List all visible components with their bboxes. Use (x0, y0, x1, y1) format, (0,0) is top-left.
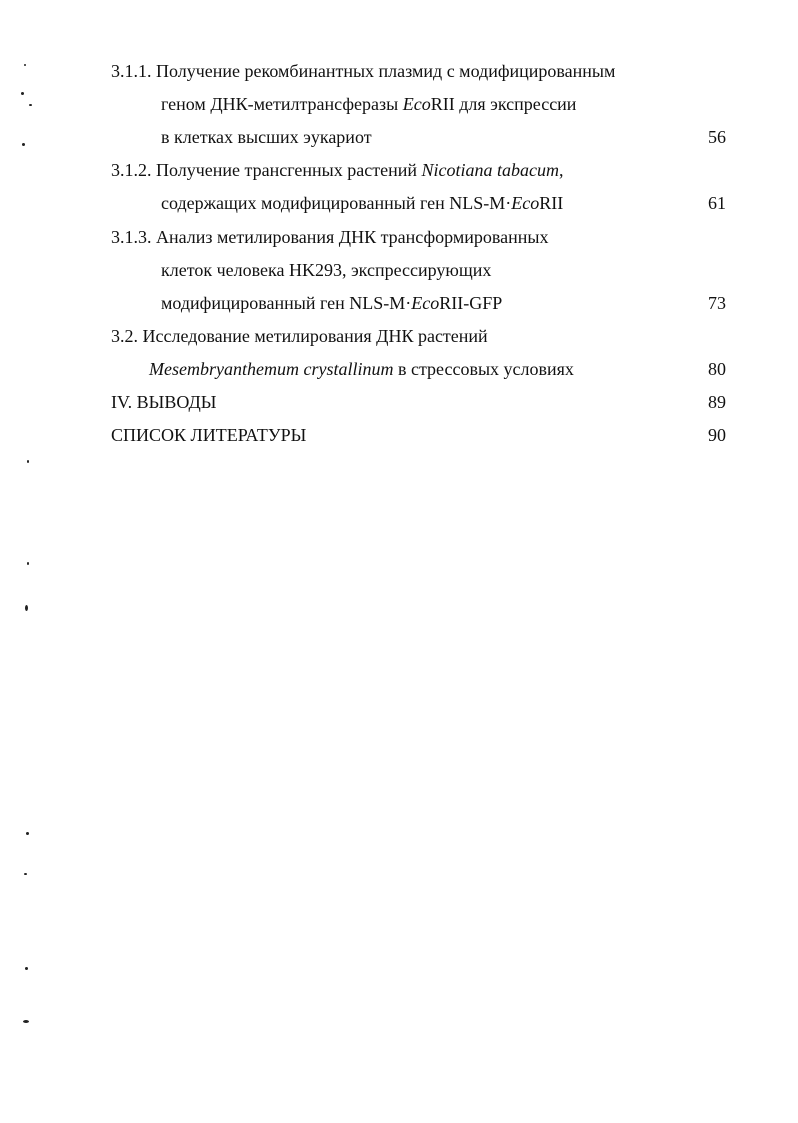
scan-speck (26, 832, 29, 835)
scan-speck (25, 967, 28, 970)
scan-speck (25, 605, 28, 611)
scan-speck (24, 64, 26, 66)
toc-entry-3-1-2-line-1: 3.1.2. Получение трансгенных растений Nicotiana tabacum, (111, 160, 564, 180)
toc-entry-3-2-line-2: Mesembryanthemum crystallinum в стрессовых условиях (149, 359, 574, 379)
toc-entry-3-1-3-line-3: модифицированный ген NLS-M·EcoRII-GFP (161, 293, 503, 313)
scan-speck (22, 143, 25, 146)
toc-entry-conclusions: IV. ВЫВОДЫ (111, 392, 217, 412)
toc-entry-3-1-1-line-3: в клетках высших эукариот (161, 127, 372, 147)
toc-entry-conclusions-page: 89 (708, 392, 726, 412)
toc-entry-3-1-2-page: 61 (708, 193, 726, 213)
toc-entry-3-2-line-1: 3.2. Исследование метилирования ДНК растений (111, 326, 488, 346)
toc-entry-references-page: 90 (708, 425, 726, 445)
scan-speck (24, 873, 27, 875)
scan-speck (27, 460, 29, 463)
scan-speck (21, 92, 24, 95)
toc-entry-3-1-3-line-1: 3.1.3. Анализ метилирования ДНК трансформированных (111, 227, 549, 247)
toc-entry-3-2-page: 80 (708, 359, 726, 379)
scan-speck (23, 1020, 29, 1023)
toc-entry-references: СПИСОК ЛИТЕРАТУРЫ (111, 425, 307, 445)
toc-entry-3-1-3-page: 73 (708, 293, 726, 313)
toc-entry-3-1-1-page: 56 (708, 127, 726, 147)
scan-speck (27, 562, 29, 565)
toc-entry-3-1-1-line-1: 3.1.1. Получение рекомбинантных плазмид с модифицированным (111, 61, 616, 81)
scan-speck (29, 104, 32, 106)
toc-entry-3-1-3-line-2: клеток человека HK293, экспрессирующих (161, 260, 492, 280)
toc-entry-3-1-1-line-2: геном ДНК-метилтрансферазы EcoRII для экспрессии (161, 94, 577, 114)
toc-entry-3-1-2-line-2: содержащих модифицированный ген NLS-M·EcoRII (161, 193, 564, 213)
